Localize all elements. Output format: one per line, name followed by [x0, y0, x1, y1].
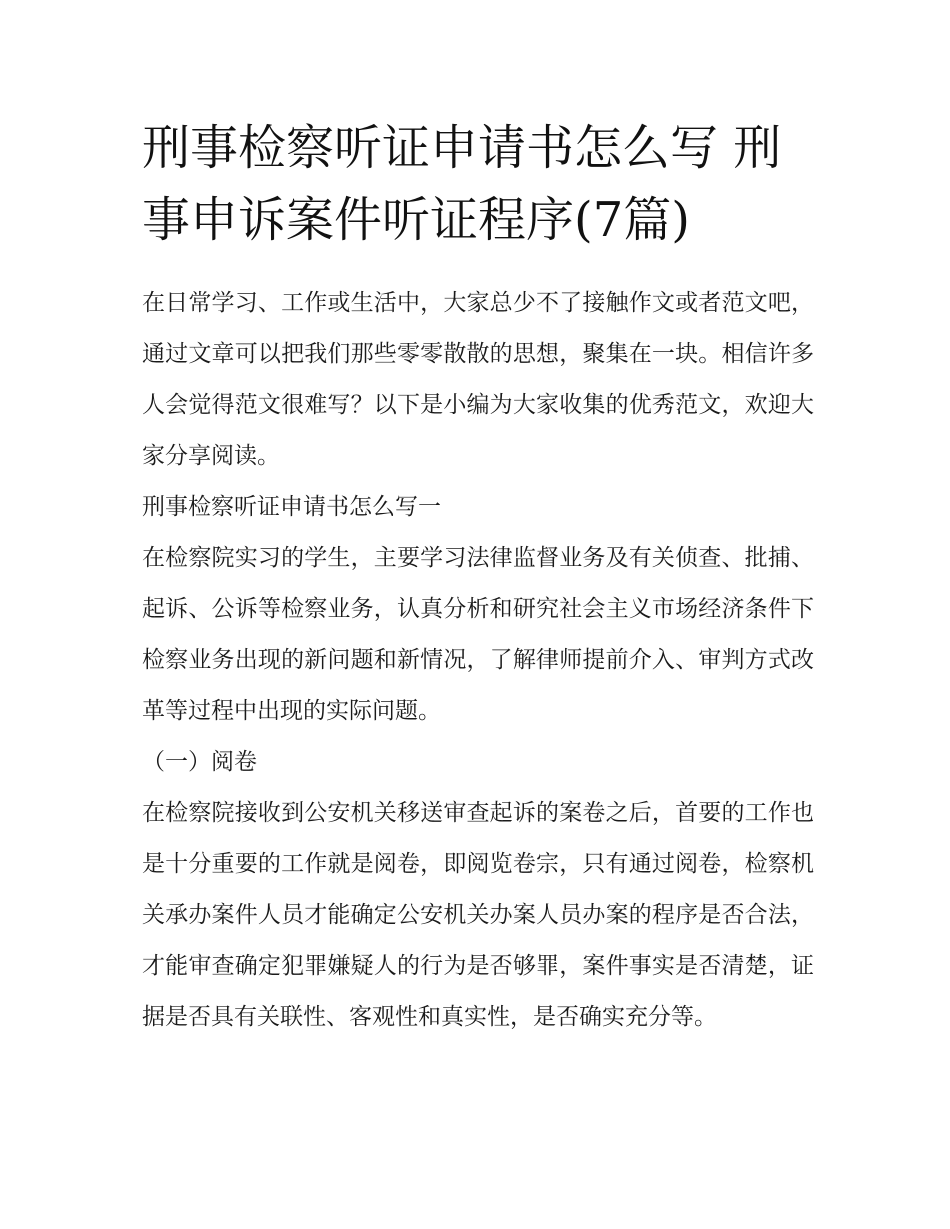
section-paragraph: 在检察院实习的学生，主要学习法律监督业务及有关侦查、批捕、起诉、公诉等检察业务，认真分析和研究社会主义市场经济条件下检察业务出现的新问题和新情况，了解律师提前介入、审判方式改革等过程中出现的实际问题。: [142, 545, 814, 724]
document-title: 刑事检察听证申请书怎么写 刑事申诉案件听证程序(7篇): [142, 120, 782, 248]
sub-heading: （一）阅卷: [142, 749, 257, 775]
sub-paragraph: 在检察院接收到公安机关移送审查起诉的案卷之后，首要的工作也是十分重要的工作就是阅卷，即阅览卷宗，只有通过阅卷，检察机关承办案件人员才能确定公安机关办案人员办案的程序是否合法，才能审查确定犯罪嫌疑人的行为是否够罪，案件事实是否清楚，证据是否具有关联性、客观性和真实性，是否确实充分等。: [142, 800, 814, 1030]
document-content: [142, 112, 814, 1043]
section-heading: 刑事检察听证申请书怎么写一: [142, 494, 441, 520]
intro-paragraph: 在日常学习、工作或生活中，大家总少不了接触作文或者范文吧，通过文章可以把我们那些零零散散的思想，聚集在一块。相信许多人会觉得范文很难写？以下是小编为大家收集的优秀范文，欢迎大家分享阅读。: [142, 290, 814, 469]
